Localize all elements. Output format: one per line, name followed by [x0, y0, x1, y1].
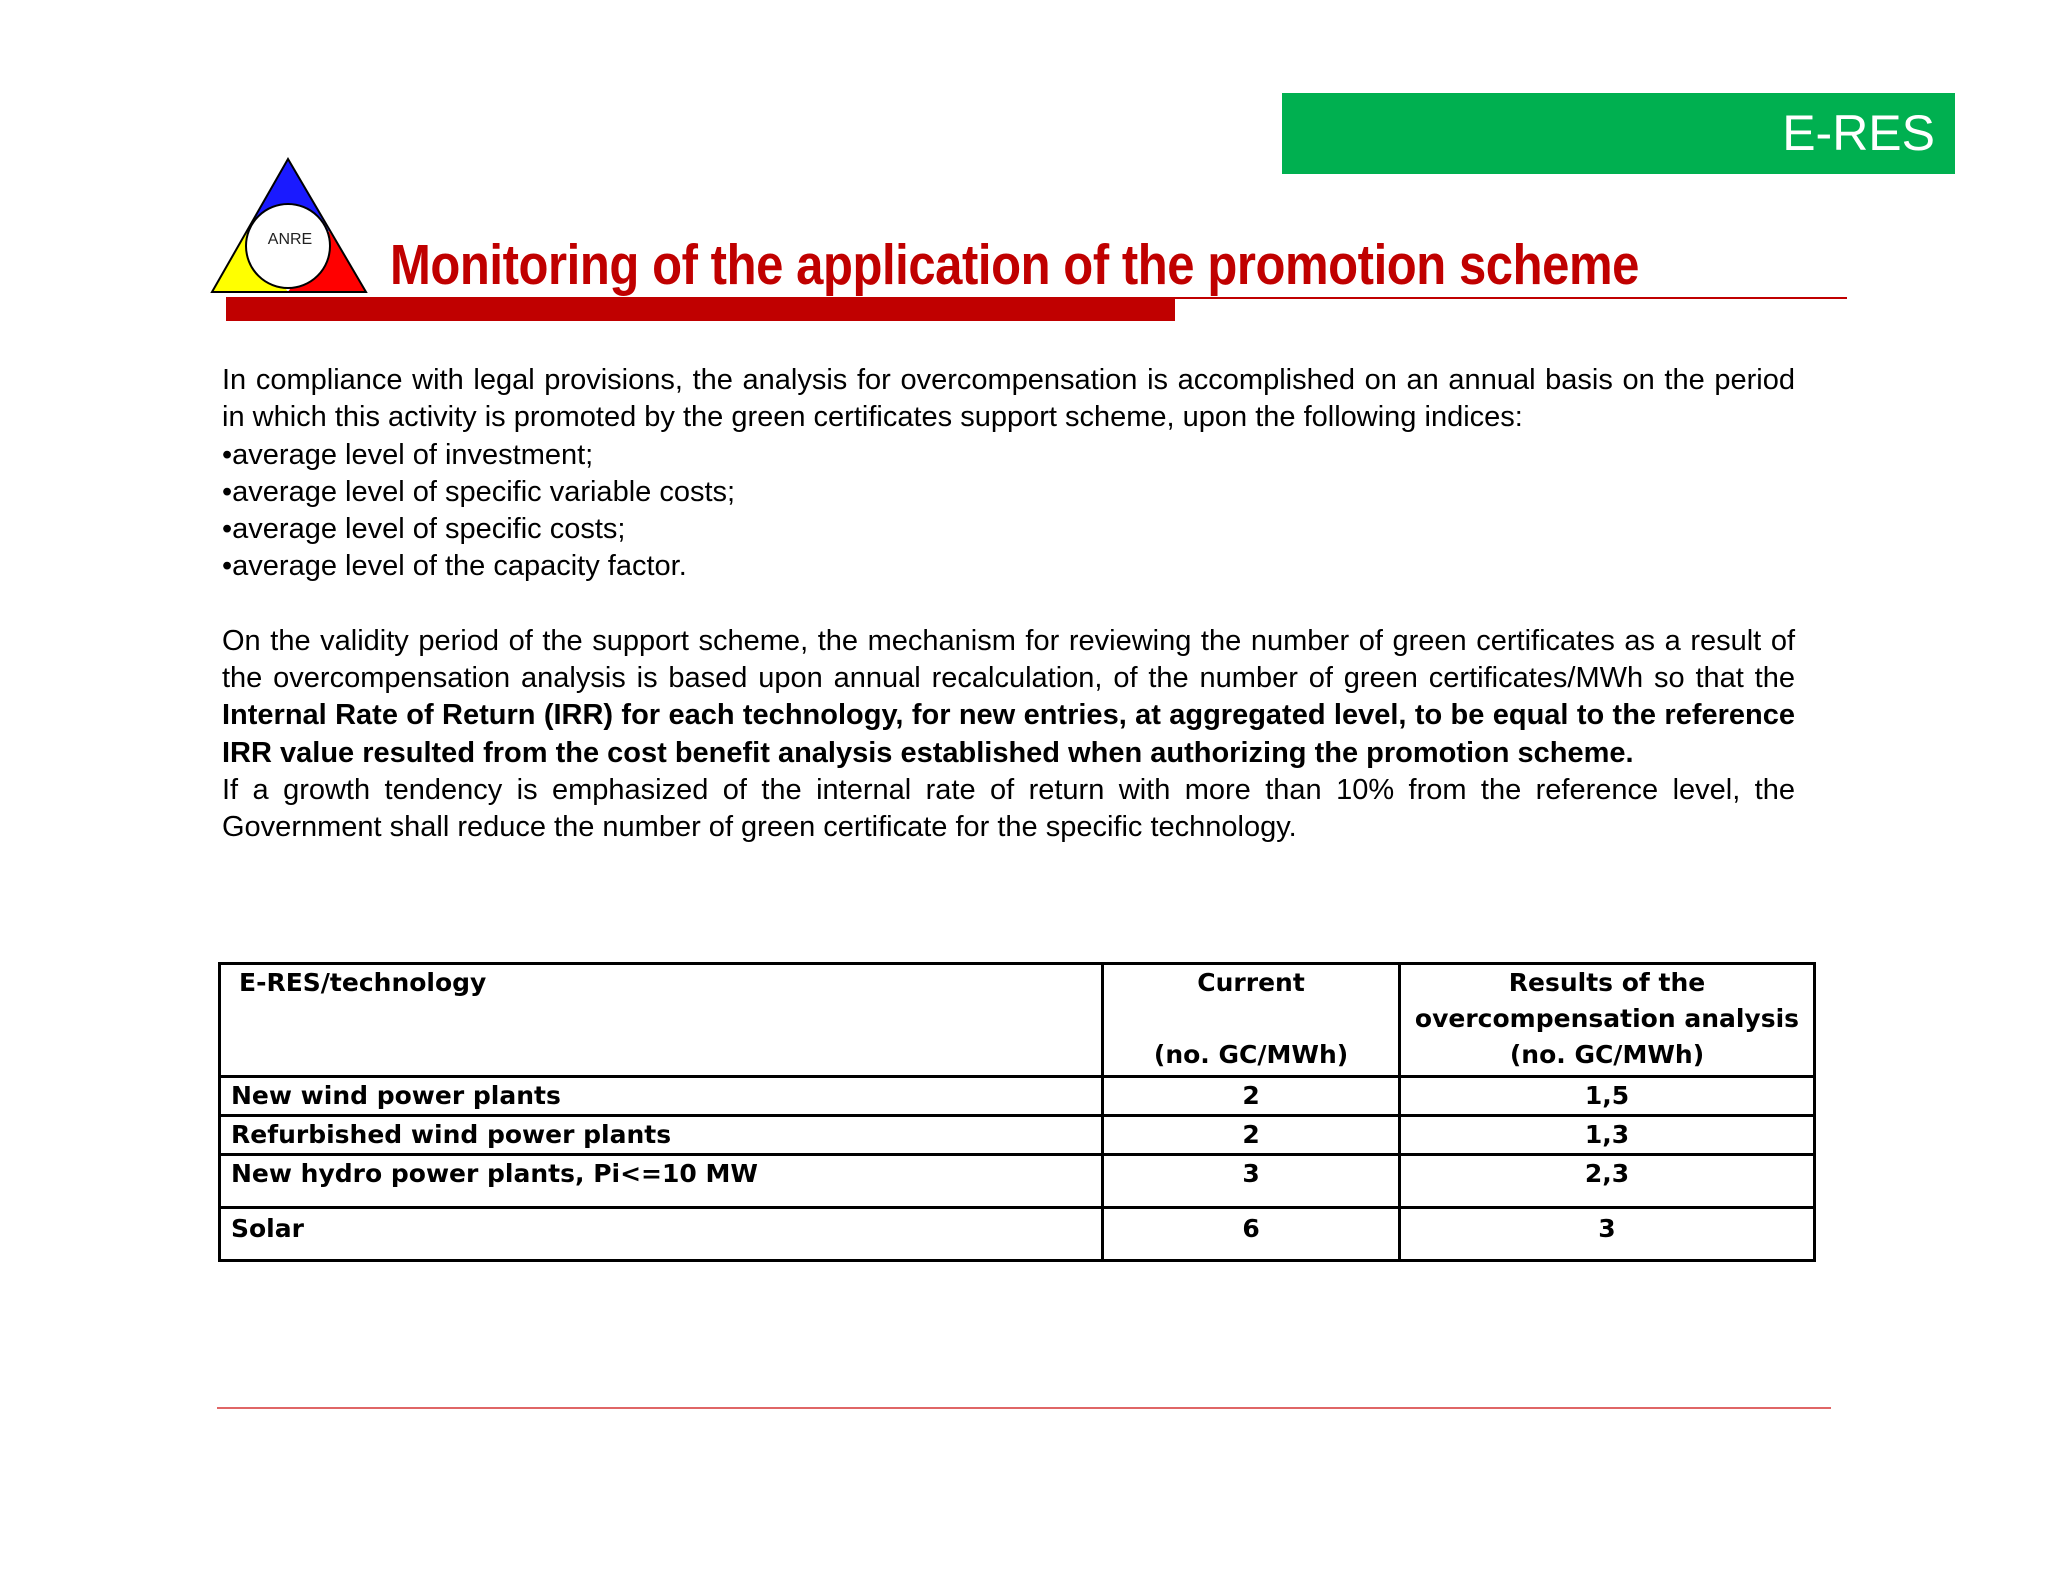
header-technology-label: E-RES/technology: [239, 968, 487, 997]
header-current-line1: Current: [1197, 968, 1305, 997]
row-result: 1,3: [1399, 1116, 1814, 1155]
row-current: 2: [1103, 1077, 1400, 1116]
body-text: [222, 362, 1795, 847]
bullet-item: •average level of investment;: [222, 438, 594, 471]
mechanism-paragraph: [222, 623, 1795, 772]
row-technology: New wind power plants: [220, 1077, 1103, 1116]
row-technology: Solar: [220, 1208, 1103, 1261]
row-result: 3: [1399, 1208, 1814, 1261]
page-title: Monitoring of the application of the promotion scheme: [390, 233, 1639, 297]
row-result: 1,5: [1399, 1077, 1814, 1116]
header-results-line3: (no. GC/MWh): [1509, 1040, 1705, 1069]
header-results-line2: overcompensation analysis: [1414, 1004, 1800, 1033]
growth-paragraph: If a growth tendency is emphasized of the internal rate of return with more than 10% from the reference level, the Government shall reduce the number of green certificate for the specific technology.: [222, 773, 1795, 844]
row-technology: Refurbished wind power plants: [220, 1116, 1103, 1155]
row-current: 3: [1103, 1155, 1400, 1208]
bullet-item: •average level of specific variable costs;: [222, 475, 736, 508]
row-current: 6: [1103, 1208, 1400, 1261]
header-current: [1103, 964, 1400, 1077]
header-current-line2: (no. GC/MWh): [1153, 1040, 1349, 1069]
bullet-item: •average level of specific costs;: [222, 513, 626, 546]
logo-text: ANRE: [267, 231, 313, 248]
footer-divider: [217, 1407, 1831, 1409]
mechanism-bold-text: Internal Rate of Return (IRR) for each technology, for new entries, at aggregated level, to be equal to the reference IRR value resulted from the cost benefit analysis established when authorizing the promotion scheme.: [222, 699, 1795, 769]
technology-table: [218, 962, 1816, 1262]
anre-logo-icon: [210, 155, 370, 295]
title-red-bar: [226, 298, 1175, 321]
table-header-row: [220, 964, 1815, 1077]
row-technology: New hydro power plants, Pi<=10 MW: [220, 1155, 1103, 1208]
row-current: 2: [1103, 1116, 1400, 1155]
header-results: [1399, 964, 1814, 1077]
table-row: [220, 1077, 1815, 1116]
eres-banner: E-RES: [1282, 93, 1955, 174]
table-row: [220, 1155, 1815, 1208]
table-row: [220, 1208, 1815, 1261]
table-row: [220, 1116, 1815, 1155]
row-result: 2,3: [1399, 1155, 1814, 1208]
intro-paragraph: In compliance with legal provisions, the analysis for overcompensation is accomplished on an annual basis on the period in which this activity is promoted by the green certificates support scheme, upon the following indices:: [222, 364, 1795, 434]
bullet-item: •average level of the capacity factor.: [222, 550, 687, 583]
mechanism-text: On the validity period of the support scheme, the mechanism for reviewing the number of green certificates as a result of the overcompensation analysis is based upon annual recalculation, of the number of green certificates/MWh so that the: [222, 624, 1795, 695]
header-technology: [220, 964, 1103, 1077]
header-results-line1: Results of the: [1508, 968, 1706, 997]
